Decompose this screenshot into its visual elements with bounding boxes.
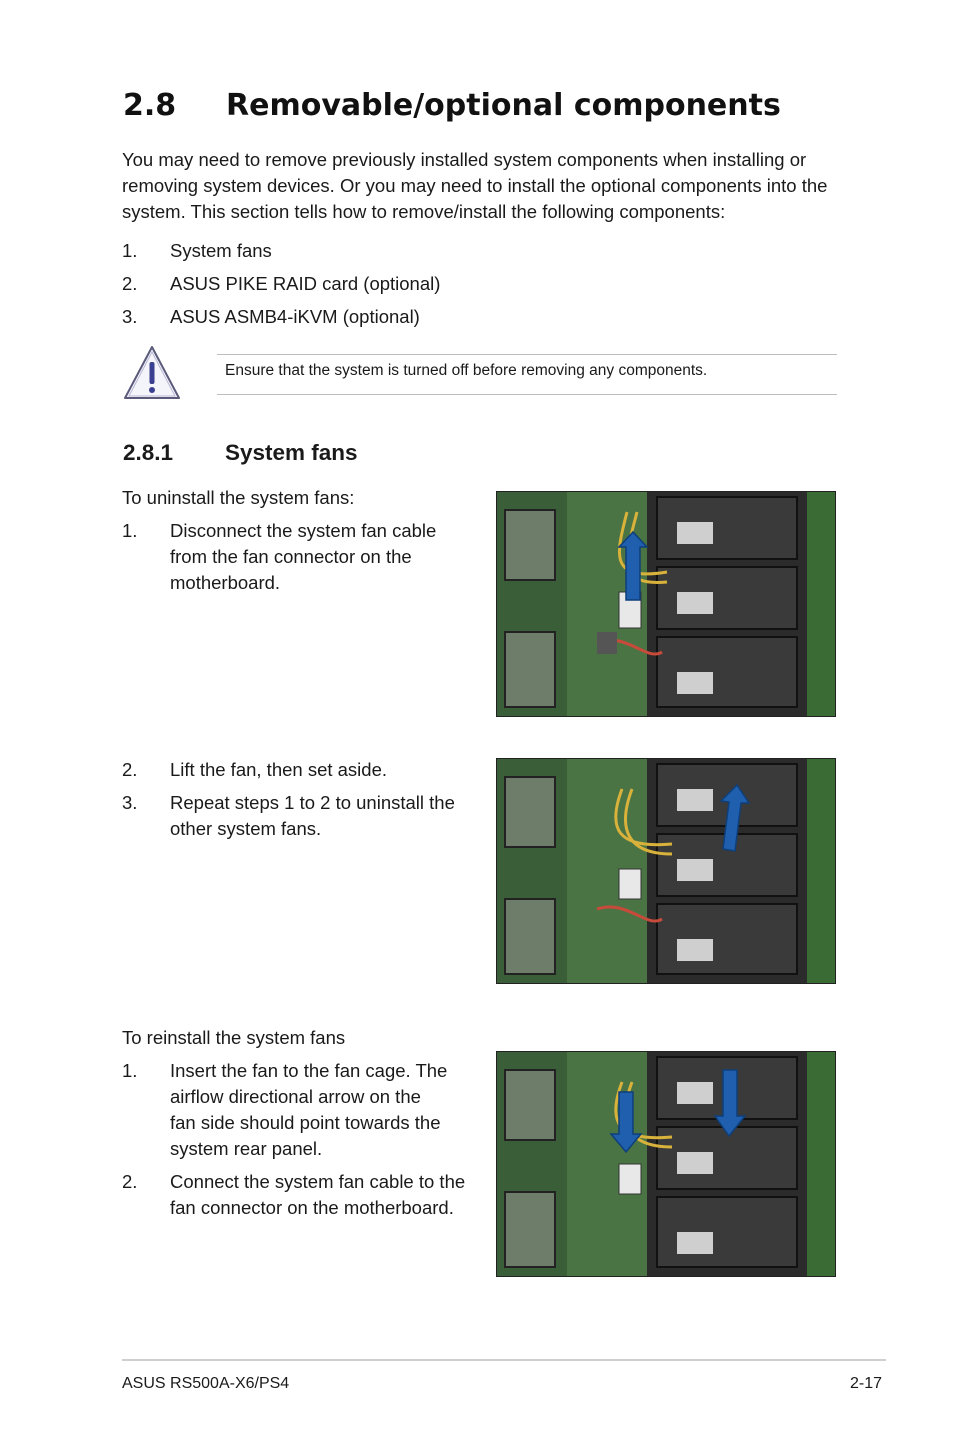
step-line: Disconnect the system fan cable <box>170 520 437 541</box>
note-bottom-rule <box>217 394 837 395</box>
list-number: 2. <box>122 273 138 294</box>
list-number: 1. <box>122 240 138 261</box>
step-number: 1. <box>122 520 138 541</box>
step-line: system rear panel. <box>170 1138 323 1159</box>
step-line: Insert the fan to the fan cage. The <box>170 1060 448 1081</box>
fan-photo-disconnect <box>496 491 836 717</box>
uninstall-step-3 <box>122 790 482 844</box>
step-number: 3. <box>122 792 138 813</box>
uninstall-step-2 <box>122 757 482 783</box>
uninstall-step-1 <box>122 518 482 598</box>
subsection-number: 2.8.1 <box>123 440 174 465</box>
footer-product: ASUS RS500A-X6/PS4 <box>122 1375 290 1392</box>
warning-triangle-icon <box>122 344 182 402</box>
step-number: 2. <box>122 759 138 780</box>
subsection-title <box>123 440 358 466</box>
list-number: 3. <box>122 306 138 327</box>
step-line: fan side should point towards the <box>170 1112 441 1133</box>
reinstall-step-1 <box>122 1058 482 1164</box>
step-line: airflow directional arrow on the <box>170 1086 421 1107</box>
section-title-text: Removable/optional components <box>226 88 781 123</box>
caution-text: Ensure that the system is turned off before removing any components. <box>225 362 708 379</box>
list-item <box>122 271 622 297</box>
intro-paragraph: You may need to remove previously installed system components when installing or removing system devices. Or you may need to install the optional components into the system. This section tells how to remove/install the following components: <box>122 149 828 222</box>
list-text: ASUS PIKE RAID card (optional) <box>170 273 441 294</box>
step-line: Lift the fan, then set aside. <box>170 759 388 780</box>
reinstall-step-2 <box>122 1169 492 1223</box>
step-line: motherboard. <box>170 572 281 593</box>
step-line: Connect the system fan cable to the <box>170 1171 466 1192</box>
step-line: other system fans. <box>170 818 322 839</box>
page-number: 2-17 <box>850 1375 883 1392</box>
step-line: from the fan connector on the <box>170 546 412 567</box>
list-text: ASUS ASMB4-iKVM (optional) <box>170 306 420 327</box>
footer-rule <box>122 1359 886 1361</box>
list-text: System fans <box>170 240 272 261</box>
reinstall-heading: To reinstall the system fans <box>122 1027 346 1048</box>
list-item <box>122 304 622 330</box>
note-top-rule <box>217 354 837 355</box>
step-line: fan connector on the motherboard. <box>170 1197 454 1218</box>
step-line: Repeat steps 1 to 2 to uninstall the <box>170 792 455 813</box>
list-item <box>122 238 622 264</box>
section-number: 2.8 <box>123 88 177 123</box>
fan-photo-lift <box>496 758 836 984</box>
subsection-title-text: System fans <box>225 440 358 465</box>
step-number: 2. <box>122 1171 138 1192</box>
uninstall-heading: To uninstall the system fans: <box>122 487 355 508</box>
section-title <box>123 88 781 123</box>
step-number: 1. <box>122 1060 138 1081</box>
fan-photo-reinstall <box>496 1051 836 1277</box>
